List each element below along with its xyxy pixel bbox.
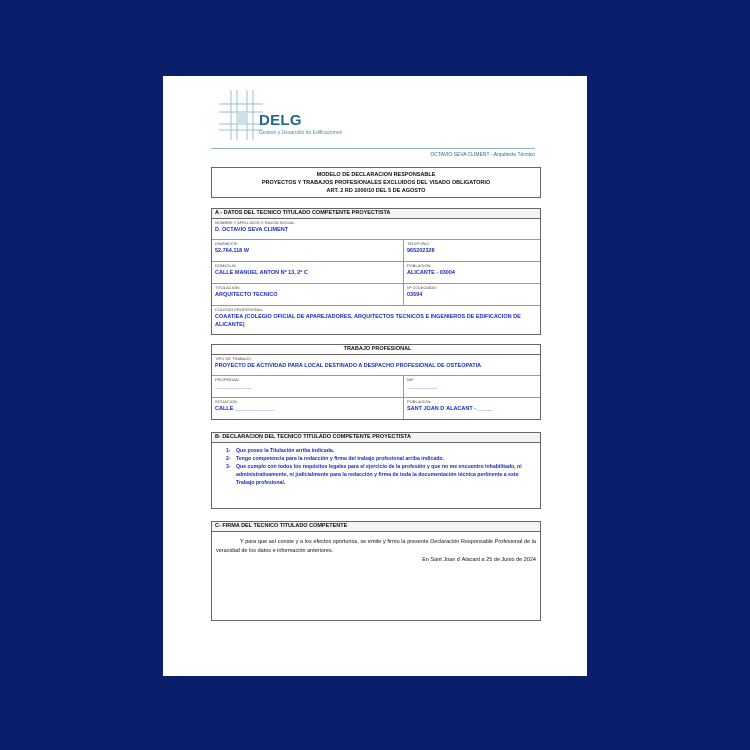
titulacion-value: ARQUITECTO TECNICO [215,292,278,298]
colegiado-value: 03594 [407,292,423,298]
document-title-box [211,167,541,198]
list-item: 2- Tengo competencia para la redacción y firma del trabajo profesional arriba indicado. [226,456,445,462]
row-domicilio-poblacion [212,262,540,284]
poblacion-value: ALICANTE - 03004 [407,270,455,276]
trabajo-poblacion-value: SANT JOAN D´ALACANT - _____ [407,406,493,412]
signature-text: Y para que así conste y a los efectos oportunos, se emite y firmo la presente Declaración Responsable Profesional de la veracidad de los datos e información anteriores. [216,539,536,554]
poblacion-label: POBLACION: [407,263,432,268]
telefono-label: TELEFONO: [407,241,430,246]
list-item: 1- Que poseo la Titulación arriba indicada. [226,448,335,454]
dni-value: 52.764.118 W [215,248,249,254]
situacion-label: SITUACION: [215,399,238,404]
section-b [211,432,541,509]
colegiado-label: Nº COLEGIADO [407,285,437,290]
nif-value: __________ [407,384,438,390]
tipo-label: TIPO DE TRABAJO: [215,356,252,361]
situacion-value: CALLE _____________ [215,406,275,412]
nombre-value: D. OCTAVIO SEVA CLIMENT [215,227,289,233]
trabajo-section [211,344,541,420]
nombre-label: NOMBRE Y APELLIDOS O RAZON SOCIAL: [215,220,296,225]
logo-text: DELG [259,112,302,129]
propiedad-value: ____________ [215,384,252,390]
logo-grid-icon [219,90,263,140]
dni-label: DNI/NIE/CIF: [215,241,239,246]
domicilio-label: DOMICILIO [215,263,236,268]
propiedad-label: PROPIEDAD: [215,377,240,382]
header-divider [211,148,535,149]
row-propiedad-nif [212,376,540,398]
section-c [211,521,541,621]
declaration-list [212,443,540,491]
row-dni-telefono [212,240,540,262]
row-situacion-poblacion [212,398,540,419]
logo-subtitle: Gestion y Desarrollo de Edificaciones [259,130,343,136]
section-a-heading: A - DATOS DEL TECNICO TITULADO COMPETENTE PROYECTISTA [212,209,540,219]
row-tipo [212,355,540,376]
titulacion-label: TITULACION: [215,285,240,290]
row-titulacion-colegiado [212,284,540,306]
author-line: OCTAVIO SEVA CLIMENT - Arquitecto Técnico [430,152,535,158]
trabajo-heading: TRABAJO PROFESIONAL [212,345,540,355]
colegio-value: COAATIEA (COLEGIO OFICIAL DE APAREJADORES, ARQUITECTOS TECNICOS E INGENIEROS DE EDIFICACION DE ALICANTE) [215,314,521,328]
company-logo [219,90,379,150]
title-line-1: MODELO DE DECLARACION RESPONSABLE [316,172,436,178]
telefono-value: 965202328 [407,248,435,254]
section-c-heading: C- FIRMA DEL TECNICO TITULADO COMPETENTE [212,522,540,532]
tipo-value: PROYECTO DE ACTIVIDAD PARA LOCAL DESTINADO A DESPACHO PROFESIONAL DE OSTEOPATIA [215,363,482,369]
section-a [211,208,541,335]
row-nombre [212,219,540,240]
trabajo-poblacion-label: POBLACION: [407,399,432,404]
list-item: 3- Que cumplo con todos los requisitos legales para el ejercicio de la profesión y que no me encuentro inhabilitado, ni administrativamente, ni judicialmente para la redacción y firma de toda la documentación técnica pertinente a este Trabajo profesional. [226,464,522,486]
signature-date: En Sant Joan d´Alacant a 25 de Junio de 2024 [422,557,536,563]
section-b-heading: B- DECLARACION DEL TECNICO TITULADO COMPETENTE PROYECTISTA [212,433,540,443]
nif-label: NIF: [407,377,415,382]
document-page [163,76,587,676]
title-line-3: ART. 2 RD 1000/10 DEL 5 DE AGOSTO [326,188,426,194]
title-line-2: PROYECTOS Y TRABAJOS PROFESIONALES EXCLUIDOS DEL VISADO OBLIGATORIO [261,180,491,186]
row-colegio [212,306,540,334]
domicilio-value: CALLE MANUEL ANTON Nº 13, 2º C [215,270,308,276]
colegio-label: COLEGIO PROFESIONAL [215,307,263,312]
